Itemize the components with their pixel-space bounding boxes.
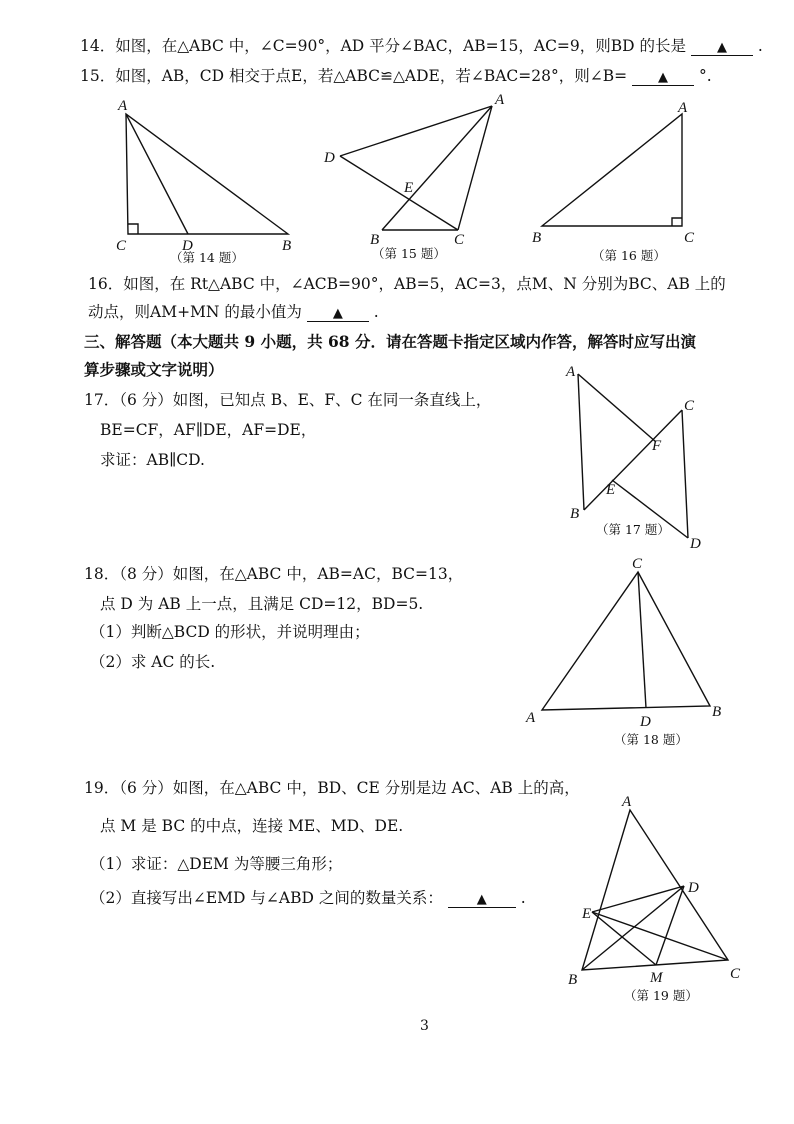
fig19-label-b: B — [568, 972, 578, 988]
fig17-segment-af — [578, 374, 656, 442]
fig15-label-b: B — [370, 232, 380, 248]
fig14-label-a: A — [118, 98, 128, 114]
fig18-triangle-abc — [542, 572, 710, 710]
q14-text: 14．如图，在△ABC 中，∠C=90°，AD 平分∠BAC，AB=15，AC=9，则BD 的长是 — [80, 37, 687, 55]
figure-15 — [320, 90, 520, 262]
fig19-label-m: M — [650, 970, 663, 986]
fig16-label-c: C — [684, 230, 695, 246]
fig17-label-d: D — [690, 536, 701, 552]
fig17-label-c: C — [684, 398, 695, 414]
q15-answer-blank[interactable] — [632, 67, 694, 86]
fig14-label-d: D — [182, 238, 193, 254]
fig17-label-f: F — [652, 438, 662, 454]
fig15-label-c: C — [454, 232, 465, 248]
fig14-bisector-ad — [126, 114, 188, 234]
section-3-heading-line1: 三、解答题（本大题共 9 小题，共 68 分．请在答题卡指定区域内作答，解答时应写出演 — [84, 332, 696, 351]
fig17-label-b: B — [570, 506, 580, 522]
question-17-line1: 17．（6 分）如图，已知点 B、E、F、C 在同一条直线上， — [84, 391, 492, 409]
fig14-caption: （第 14 题） — [170, 250, 244, 264]
section-3-heading-line2: 算步骤或文字说明） — [84, 360, 224, 379]
fig14-triangle-abc — [126, 114, 288, 234]
fig19-caption: （第 19 题） — [624, 988, 698, 1003]
fig15-label-d: D — [324, 150, 335, 166]
fig18-caption: （第 18 题） — [614, 732, 688, 747]
question-16-line1: 16．如图，在 Rt△ABC 中，∠ACB=90°，AB=5，AC=3，点M、N 分别为BC、AB 上的 — [88, 275, 726, 293]
figure-17 — [560, 362, 710, 552]
q15-answer-mark: ▲ — [658, 70, 669, 85]
question-18-line4: （2）求 AC 的长. — [90, 653, 216, 671]
q14-answer-blank[interactable] — [691, 37, 753, 56]
question-18-line3: （1）判断△BCD 的形状，并说明理由； — [90, 623, 370, 641]
fig18-label-c: C — [632, 556, 643, 572]
fig16-caption: （第 16 题） — [592, 248, 666, 263]
q19-end: . — [520, 889, 526, 907]
q19-answer-mark: ▲ — [476, 892, 487, 907]
question-19-line4 — [90, 886, 526, 908]
fig18-label-b: B — [712, 704, 722, 720]
q15-end: °. — [698, 67, 712, 85]
q19-text: （2）直接写出∠EMD 与∠ABD 之间的数量关系： — [90, 889, 443, 907]
question-17-line2: BE=CF，AF∥DE，AF=DE， — [100, 421, 317, 439]
fig14-right-angle-mark — [128, 224, 138, 234]
q14-end: . — [757, 37, 763, 55]
fig19-segment-me — [592, 912, 656, 965]
question-18-line1: 18．（8 分）如图，在△ABC 中，AB=AC，BC=13， — [84, 565, 464, 583]
fig19-label-d: D — [688, 880, 699, 896]
fig18-segment-cd — [638, 572, 646, 708]
question-19-line3: （1）求证：△DEM 为等腰三角形； — [90, 855, 343, 873]
fig17-label-a: A — [566, 364, 576, 380]
fig18-label-d: D — [640, 714, 651, 730]
fig17-caption: （第 17 题） — [596, 522, 670, 537]
q14-answer-mark: ▲ — [716, 40, 727, 55]
fig15-segment-dc — [340, 156, 458, 230]
fig16-right-angle-mark — [672, 218, 682, 226]
fig17-label-e: E — [606, 482, 616, 498]
fig16-label-a: A — [678, 100, 688, 116]
fig14-label-b: B — [282, 238, 292, 254]
q16-text: 动点，则AM+MN 的最小值为 — [88, 303, 302, 321]
fig14-label-c: C — [116, 238, 127, 254]
question-16-line2 — [88, 300, 379, 322]
figure-14 — [108, 94, 308, 264]
fig19-label-a: A — [622, 794, 632, 810]
figure-18 — [520, 552, 730, 752]
fig16-triangle-abc — [542, 114, 682, 226]
fig17-segment-cd — [682, 410, 688, 538]
page-number: 3 — [420, 1018, 429, 1034]
figure-16 — [530, 98, 710, 264]
question-18-line2: 点 D 为 AB 上一点，且满足 CD=12，BD=5. — [100, 595, 424, 613]
fig15-label-e: E — [404, 180, 414, 196]
question-19-line2: 点 M 是 BC 的中点，连接 ME、MD、DE. — [100, 817, 404, 835]
fig19-label-c: C — [730, 966, 741, 982]
question-14 — [80, 34, 763, 56]
question-17-line3: 求证：AB∥CD. — [100, 451, 205, 469]
q19-answer-blank[interactable] — [448, 889, 516, 908]
fig18-label-a: A — [526, 710, 536, 726]
q15-text: 15．如图，AB，CD 相交于点E，若△ABC≌△ADE，若∠BAC=28°，则∠B= — [80, 67, 628, 85]
fig17-segment-bc — [584, 410, 682, 510]
fig19-triangle-abc — [582, 810, 728, 970]
fig16-label-b: B — [532, 230, 542, 246]
question-15 — [80, 64, 712, 86]
figure-19 — [560, 788, 750, 1010]
fig15-caption: （第 15 题） — [372, 246, 446, 261]
q16-answer-blank[interactable] — [307, 303, 369, 322]
fig15-label-a: A — [495, 92, 505, 108]
question-19-line1: 19．（6 分）如图，在△ABC 中，BD、CE 分别是边 AC、AB 上的高， — [84, 779, 580, 797]
fig17-segment-ab — [578, 374, 584, 510]
fig19-label-e: E — [582, 906, 592, 922]
q16-end: . — [373, 303, 379, 321]
q16-answer-mark: ▲ — [332, 306, 343, 321]
